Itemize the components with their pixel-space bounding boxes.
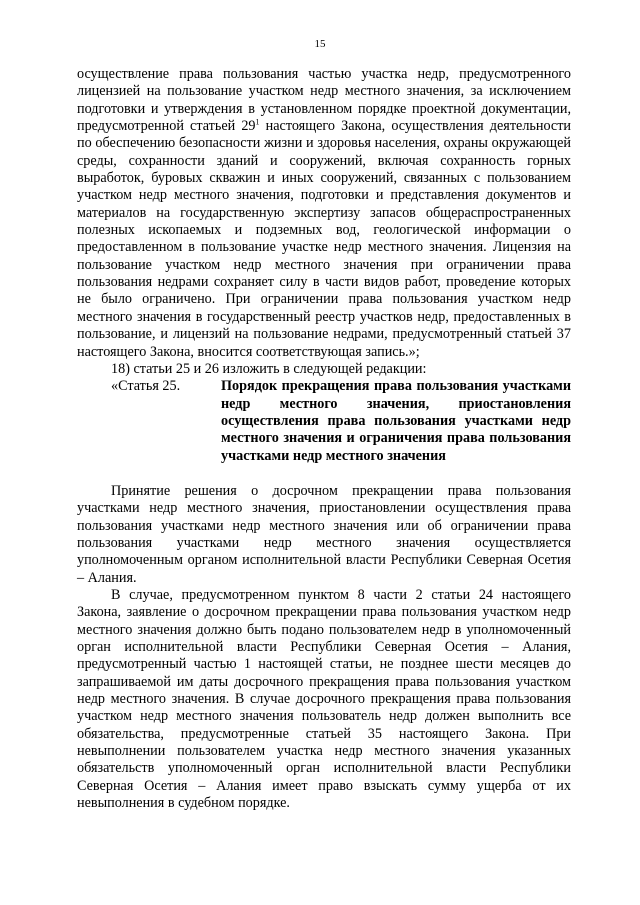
page-number: 15 [314, 38, 326, 50]
paragraph-early-termination: В случае, предусмотренном пунктом 8 части 2 статьи 24 настоящего Закона, заявление о досрочном прекращении права пользования участком недр местного значения должно быть подано пользователем недр в уполномоченный орган исполнительной власти Республики Северная Осетия – Алания, предусмотренный частью 1 настоящей статьи, не позднее шести месяцев до запрашиваемой им даты досрочного прекращения права пользования участком недр местного значения. В случае досрочного прекращения права пользования участком недр местного значения пользователь недр должен выполнить все обязательства, предусмотренные статьей 35 настоящего Закона. При невыполнении пользователем участка недр местного значения указанных обязательств уполномоченный орган исполнительной власти Республики Северная Осетия – Алания имеет право взыскать сумму ущерба от их невыполнения в судебном порядке. [77, 586, 571, 812]
paragraph-license-scope [77, 66, 571, 361]
article-number: «Статья 25. [111, 378, 181, 395]
superscript-marker: 1 [255, 117, 260, 127]
article-title: Порядок прекращения права пользования участками недр местного значения, приостановления осуществления права пользования участками недр местного значения и ограничения права пользования участками недр местного значения [221, 378, 571, 464]
document-body [77, 66, 571, 812]
article-heading [77, 378, 571, 465]
paragraph-text-part: настоящего Закона, осуществления деятельности по обеспечению безопасности жизни и здоровья населения, охраны окружающей среды, сохранности зданий и сооружений, включая сохранность горных выработок, буровых скважин и иных сооружений, связанных с пользованием участком недр местного значения, подготовки и представления документов и материалов на государственную экспертизу запасов общераспространенных полезных ископаемых и подземных вод, геологической информации о предоставленном в пользование участке недр местного значения. Лицензия на пользование участком недр местного значения при ограничении права пользования недрами сохраняет силу в части видов работ, проведение которых не было ограничено. При ограничении права пользования участком недр местного значения в государственный реестр участков недр, предоставленных в пользование, и лицензий на пользование недрами, предусмотренный статьей 37 настоящего Закона, вносится соответствующая запись.»; [77, 118, 571, 360]
section-spacer [77, 465, 571, 483]
amendment-item-18: 18) статьи 25 и 26 изложить в следующей редакции: [111, 360, 427, 377]
paragraph-decision-authority: Принятие решения о досрочном прекращении права пользования участками недр местного значения, приостановлении осуществления права пользования участками недр местного значения или об ограничении права пользования участками недр местного значения осуществляется уполномоченным органом исполнительной власти Республики Северная Осетия – Алания. [77, 482, 571, 586]
paragraph-text-part: осуществление права пользования частью участка недр, предусмотренного лицензией на пользование участком недр местного значения, за исключением подготовки и утверждения в установленном порядке проектной документации, предусмотренной статьей 29 [77, 66, 571, 135]
